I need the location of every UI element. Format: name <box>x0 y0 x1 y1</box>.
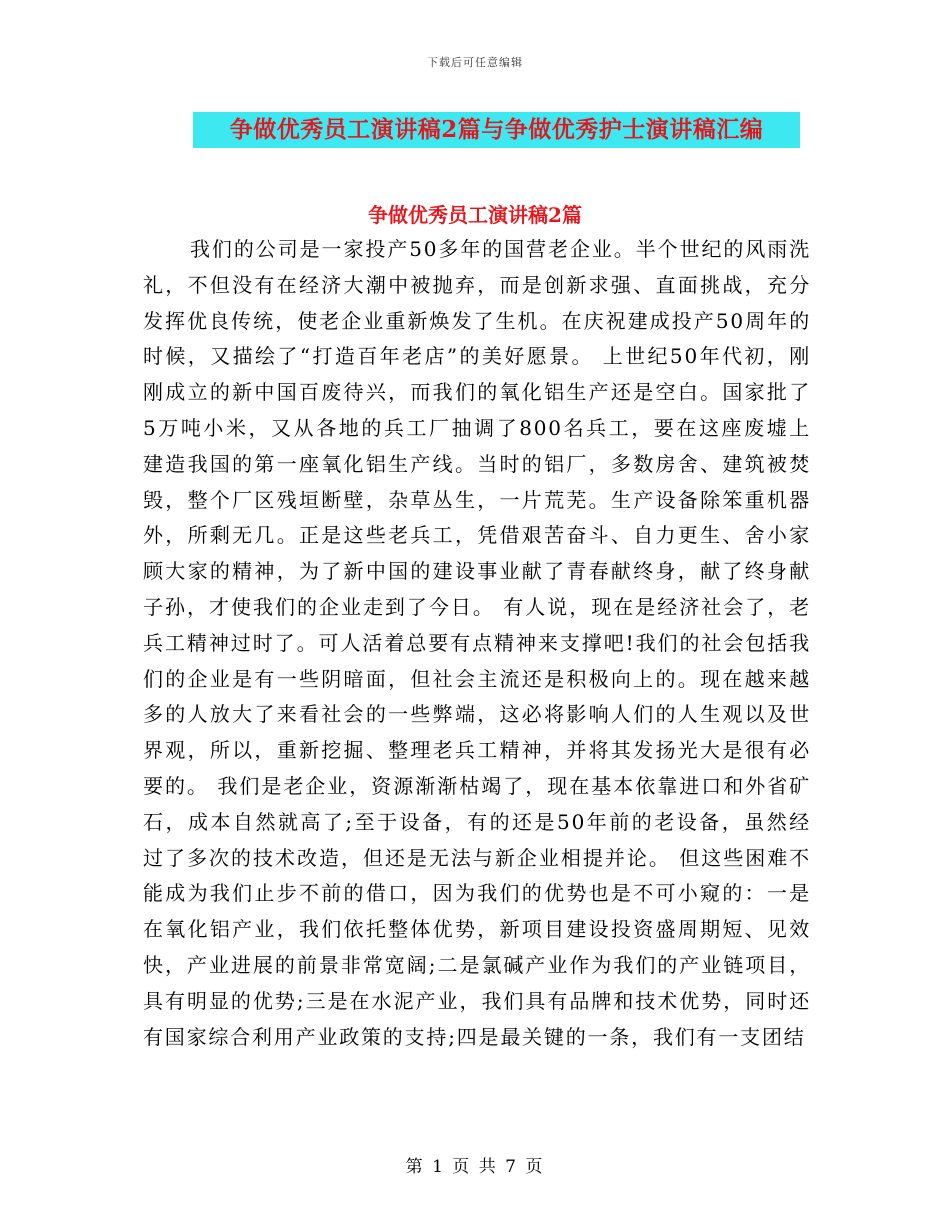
section-title: 争做优秀员工演讲稿2篇 <box>368 203 582 227</box>
page-number-footer: 第 1 页 共 7 页 <box>405 1157 545 1177</box>
document-title: 争做优秀员工演讲稿2篇与争做优秀护士演讲稿汇编 <box>193 112 800 148</box>
header-note: 下载后可任意编辑 <box>427 56 523 69</box>
body-paragraph: 我们的公司是一家投产50多年的国营老企业。半个世纪的风雨洗礼，不但没有在经济大潮中被抛弃，而是创新求强、直面挑战，充分发挥优良传统，使老企业重新焕发了生机。在庆祝建成投产50周年的时候，又描绘了“打造百年老店”的美好愿景。 上世纪50年代初，刚刚成立的新中国百废待兴，而我们的氧化铝生产还是空白。国家批了5万吨小米，又从各地的兵工厂抽调了800名兵工，要在这座废墟上建造我国的第一座氧化铝生产线。当时的铝厂，多数房舍、建筑被焚毁，整个厂区残垣断壁，杂草丛生，一片荒芜。生产设备除笨重机器外，所剩无几。正是这些老兵工，凭借艰苦奋斗、自力更生、舍小家顾大家的精神，为了新中国的建设事业献了青春献终身，献了终身献子孙，才使我们的企业走到了今日。 有人说，现在是经济社会了，老兵工精神过时了。可人活着总要有点精神来支撑吧!我们的社会包括我们的企业是有一些阴暗面，但社会主流还是积极向上的。现在越来越多的人放大了来看社会的一些弊端，这必将影响人们的人生观以及世界观，所以，重新挖掘、整理老兵工精神，并将其发扬光大是很有必要的。 我们是老企业，资源渐渐枯竭了，现在基本依靠进口和外省矿石，成本自然就高了;至于设备，有的还是50年前的老设备，虽然经过了多次的技术改造，但还是无法与新企业相提并论。 但这些困难不能成为我们止步不前的借口，因为我们的优势也是不可小窥的：一是在氧化铝产业，我们依托整体优势，新项目建设投资盛周期短、见效快，产业进展的前景非常宽阔;二是氯碱产业作为我们的产业链项目，具有明显的优势;三是在水泥产业，我们具有品牌和技术优势，同时还有国家综合利用产业政策的支持;四是最关键的一条，我们有一支团结 <box>143 237 811 1049</box>
